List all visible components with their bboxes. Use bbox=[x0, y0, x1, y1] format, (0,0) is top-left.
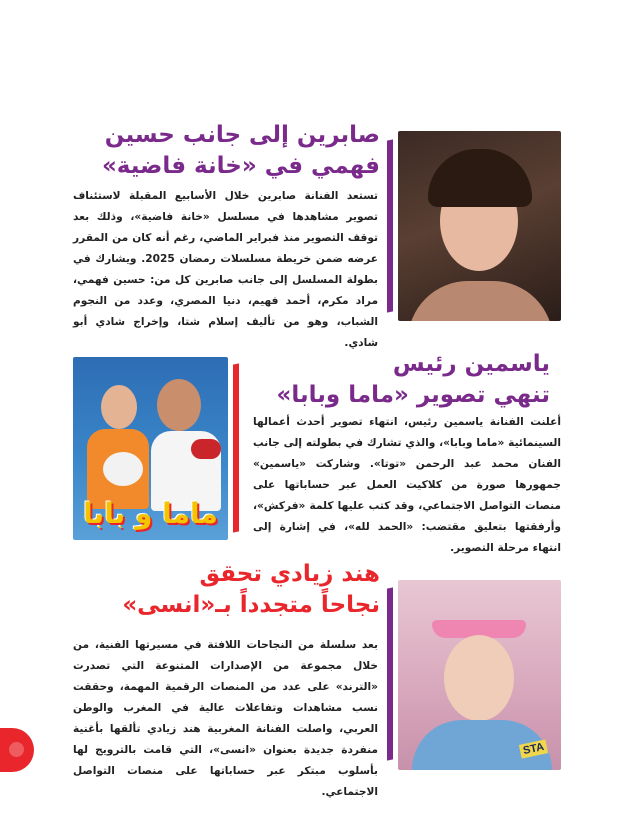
man-face-shape bbox=[157, 379, 201, 431]
purple-accent-bar-3 bbox=[387, 587, 393, 760]
article-3-title bbox=[122, 560, 380, 620]
shoulders-shape bbox=[408, 281, 553, 321]
purple-accent-bar-1 bbox=[387, 139, 393, 312]
woman-face-shape bbox=[101, 385, 137, 429]
article-3-title-line2: نجاحاً متجدداً بـ«انسى» bbox=[122, 591, 380, 618]
article-2-title-line1: ياسمين رئيس bbox=[392, 351, 550, 377]
article-3-body: بعد سلسلة من النجاحات اللافتة في مسيرتها الفنية، من خلال مجموعة من الإصدارات المتنوعة التي تصدرت «الترند» على عدد من المنصات الرقمية المهمة، وحققت نسب مشاهدات وتفاعلات عالية في المغرب والوطن العربي، واصلت الفنانة المغربية هند زيادي تألقها بأغنية منفردة جديدة بعنوان «انسى»، التي قامت بالترويج لها بأسلوب مبتكر عبر حساباتها على منصات التواصل الاجتماعي. bbox=[73, 639, 378, 798]
red-accent-bar-2 bbox=[233, 363, 239, 532]
mama-baba-poster bbox=[73, 357, 228, 540]
article-2-title-line2: تنهي تصوير «ماما وبابا» bbox=[276, 381, 550, 408]
page-edge-tab bbox=[0, 728, 34, 772]
helmet-shape bbox=[103, 452, 143, 486]
face-shape-3 bbox=[444, 635, 514, 721]
jersey-text: STA bbox=[519, 739, 549, 758]
article-3-title-line1: هند زيادي تحقق bbox=[199, 561, 380, 587]
article-1-body: تستعد الفنانة صابرين خلال الأسابيع المقبلة لاستئناف تصوير مشاهدها في مسلسل «خانة فاضية»، وذلك بعد توقف التصوير منذ فبراير الماضي، رغم أنه كان من المقرر عرضه ضمن خريطة مسلسلات رمضان 2025. ويشارك في بطولة المسلسل إلى جانب صابرين كل من: حسين فهمي، مراد مكرم، أحمد فهيم، دنيا المصري، وعدد من النجوم الشباب، وهو من تأليف إسلام شتا، وإخراج شادي أبو شادي. bbox=[73, 190, 379, 349]
poster-title: ماما و بابا bbox=[83, 497, 218, 530]
article-1-title-line1: صابرين إلى جانب حسين bbox=[104, 122, 380, 148]
article-1-title bbox=[101, 121, 380, 181]
hair-shape bbox=[428, 149, 532, 207]
sabreen-photo bbox=[398, 131, 561, 321]
article-1-title-line2: فهمي في «خانة فاضية» bbox=[101, 152, 380, 179]
article-2-title bbox=[250, 350, 550, 410]
hairdryer-shape bbox=[191, 439, 221, 459]
hind-ziyadi-photo bbox=[398, 580, 561, 770]
article-2-body: أعلنت الفنانة ياسمين رئيس، انتهاء تصوير أحدث أعمالها السينمائية «ماما وبابا»، والذي تشارك في بطولته إلى جانب الفنان محمد عبد الرحمن «توتا». وشاركت «ياسمين» جمهورها صورة من كلاكيت العمل عبر حساباتها على منصات التواصل الاجتماعي، وقد كتب عليها كلمة «فركش»، وأرفقتها بتعليق مقتضب: «الحمد لله»، في إشارة إلى انتهاء مرحلة التصوير. bbox=[253, 416, 561, 554]
